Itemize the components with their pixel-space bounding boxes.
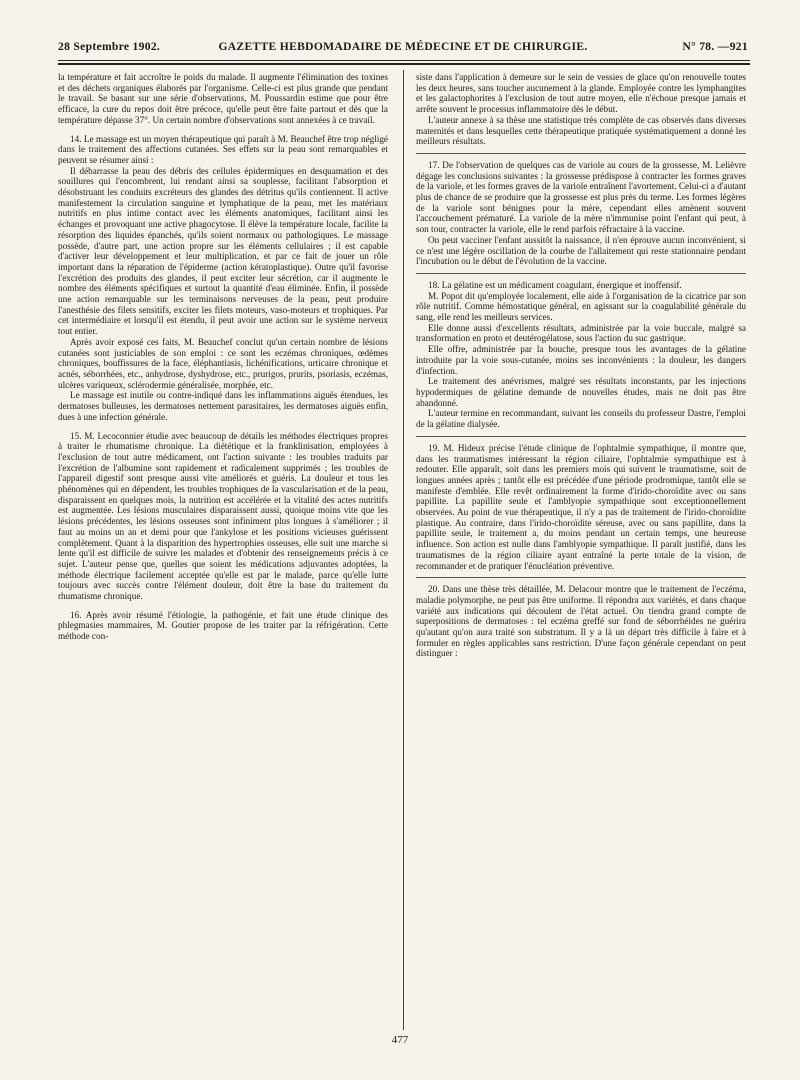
left-column [58, 72, 388, 1032]
section-16-paragraph: 16. Après avoir résumé l'étiologie, la pathogénie, et fait une étude clinique des phlegmasies mammaires, M. Goutier propose de les traiter par la réfrigération. Cette méthode con- [58, 609, 388, 642]
header-issue-number: N° 78. —921 [682, 40, 748, 53]
section-18-paragraph: 18. La gélatine est un médicament coagulant, énergique et inoffensif. [416, 273, 746, 291]
section-15-paragraph: 15. M. Lecoconnier étudie avec beaucoup de détails les méthodes électriques propres à traiter le rhumatisme chronique. La diététique et la franklinisation, employées à l'exclusion de tout autre médicament, ont l'action suivante : les troubles traduits par l'excrétion de l'albumine sont rapidement et radicalement supprimés ; les troubles de l'appareil digestif sont presque aussi vite améliorés et guéris. La douleur et tous les phénomènes qui en dépendent, les troubles trophiques de la vascularisation et de la peau, disparaissent en quelques mois, la nutrition est accélérée et la vitalité des actes nutritifs est augmentée. Les lésions musculaires disparaissent aussi, quoique moins vite que les lésions précédentes, les lésions osseuses sont infiniment plus longues à s'améliorer ; il faut au moins un an et demi pour que l'ankylose et les positions vicieuses guérissent complètement. Quant à la disparition des hypertrophies osseuses, elle suit une marche si lente qu'il est difficile de suivre les malades et d'obtenir des renseignements précis à ce sujet. L'auteur pense que, quelles que soient les médications adjuvantes adoptées, la méthode électrique facilement acceptée qu'elle est par le malade, parce qu'elle lutte toujours avec succès contre l'élément douleur, doit être la base du traitement du rhumatisme chronique. [58, 430, 388, 602]
paragraph: On peut vacciner l'enfant aussitôt la naissance, il n'en éprouve aucun inconvénient, si ce n'est une légère oscillation de la courbe de l'allaitement qui reste stationnaire pendant l'incubation ou le début de l'évolution de la vaccine. [416, 234, 746, 267]
section-14-paragraph: 14. Le massage est un moyen thérapeutique qui paraît à M. Beauchef être trop négligé dans le traitement des affections cutanées. Ses effets sur la peau sont remarquables et peuvent se résumer ainsi : [58, 133, 388, 165]
section-17-paragraph: 17. De l'observation de quelques cas de variole au cours de la grossesse, M. Lelièvre dégage les conclusions suivantes : la grossesse prédispose à contracter les formes graves de la variole, et les formes graves de la variole entraînent l'avortement. Celui-ci a d'autant plus de chance de se produire que la grossesse est plus près du terme. Les formes légères de la variole sont bénignes pour la mère, cependant elles amènent souvent l'accouchement prématuré. La variole de la mère n'immunise point l'enfant qui peut, à son tour, contracter la variole, elle le rend parfois réfractaire à la vaccine. [416, 153, 746, 235]
paragraph: Le traitement des anévrismes, malgré ses résultats inconstants, par les injections hypodermiques de gélatine demande de nouvelles études, mais ne doit pas être abandonné. [416, 376, 746, 408]
paragraph: la température et fait accroître le poids du malade. Il augmente l'élimination des toxines et des déchets organiques élaborés par l'organisme. Celle-ci est plus grande que pendant le travail. Se basant sur une série d'observations, M. Poussardin estime que pour être efficace, la cure du repos doit être précoce, qu'elle peut être faite partout et dès que la température dépasse 37°. Un certain nombre d'observations sont annexées à ce travail. [58, 72, 388, 125]
paragraph: Elle offre, administrée par la bouche, presque tous les avantages de la gélatine introduite par la voie sous-cutanée, moins ses inconvénients : la douleur, les dangers d'infection. [416, 344, 746, 376]
right-column [416, 72, 746, 1032]
header-rule-thin [58, 60, 750, 61]
paragraph: siste dans l'application à demeure sur le sein de vessies de glace qu'on renouvelle toutes les deux heures, sans toucher aucunement à la glande. Employée contre les lymphangites et les galactophorites à l'exclusion de tout autre moyen, elle n'échoue presque jamais et arrête souvent le processus inflammatoire dès le début. [416, 72, 746, 115]
paragraph: Après avoir exposé ces faits, M. Beauchef conclut qu'un certain nombre de lésions cutanées sont justiciables de son emploi : ce sont les eczémas chroniques, œdèmes chroniques, bouffissures de la face, éléphantiasis, lichénifications, urticaire chronique et acnés, séborrhées, etc., anhydrose, dyshydrose, etc., prurigos, prurits, psoriasis, eczémas, ulcères variqueux, sclérodermie généralisée, morphée, etc. [58, 336, 388, 390]
column-divider [403, 70, 404, 1030]
paragraph: L'auteur termine en recommandant, suivant les conseils du professeur Dastre, l'emploi de la gélatine dialysée. [416, 408, 746, 430]
header-date: 28 Septembre 1902. [58, 40, 161, 53]
header-rule-thick [58, 63, 750, 65]
header-journal-title: GAZETTE HEBDOMADAIRE DE MÉDECINE ET DE CHIRURGIE. [218, 40, 588, 53]
paragraph: M. Popot dit qu'employée localement, elle aide à l'organisation de la cicatrice par son rôle nutritif. Comme hémostatique général, en agissant sur la coagulabilité générale du sang, elle rend les meilleurs services. [416, 290, 746, 323]
paragraph: L'auteur annexe à sa thèse une statistique très complète de cas observés dans diverses maternités et dans lesquelles cette thérapeutique pratiquée systématiquement a donné les meilleurs résultats. [416, 114, 746, 147]
section-20-paragraph: 20. Dans une thèse très détaillée, M. Delacour montre que le traitement de l'eczéma, maladie polymorphe, ne peut pas être uniforme. Il répondra aux variétés, et dans chaque variété aux indications qui découlent de l'état actuel. On tiendra grand compte de superpositions de dermatoses : tel eczéma greffé sur fond de séborrhéides ne guérira qu'autant qu'on aura traité son substratum. Il y a là un départ très difficile à faire et à formuler en règles applicables sans restriction. D'une façon générale cependant on peut distinguer : [416, 577, 746, 659]
paragraph: Le massage est inutile ou contre-indiqué dans les inflammations aiguës étendues, les dermatoses bulleuses, les dermatoses nettement parasitaires, les dermatoses aiguës enfin, dues à une infection générale. [58, 390, 388, 422]
paragraph: Il débarrasse la peau des débris des cellules épidermiques en desquamation et des souillures qui l'encombrent, lui rendant ainsi sa souplesse, facilitant l'absorption et désobstruant les conduits excréteurs des glandes des détritus qu'ils contiennent. Il active manifestement la circulation sanguine et lymphatique de la peau, met les matériaux nutritifs en plus intime contact avec les éléments anatomiques, facilitant ainsi les échanges et provoquant une active phagocytose. Il élève la température locale, facilite la résorption des liquides épanchés, qu'ils soient normaux ou pathologiques. Le massage possède, d'autre part, une action propre sur les éléments cellulaires ; il est capable d'activer leur développement et leur multiplication, et par ce fait de jouer un rôle important dans la réparation de l'épiderme (action kératoplastique). Outre qu'il favorise l'excrétion des produits des glandes, il peut exciter leur sécrétion, car il augmente le nombre des éléments spécifiques et surtout la quantité d'eau éliminée. Enfin, il possède une action remarquable sur les terminaisons nerveuses de la peau, peut produire l'anesthésie des filets sensitifs, exciter les filets moteurs, vaso-moteurs et trophiques. Par cet intermédiaire et lorsqu'il est étendu, il peut avoir une action sur le système nerveux tout entier. [58, 165, 388, 337]
paragraph: Elle donne aussi d'excellents résultats, administrée par la voie buccale, malgré sa transformation en proto et deutérogélatose, sous l'action du suc gastrique. [416, 322, 746, 344]
section-19-paragraph: 19. M. Hideux précise l'étude clinique de l'ophtalmie sympathique, il montre que, dans les traumatismes intéressant la région ciliaire, l'ophtalmie sympathique est à redouter. Elle apparaît, soit dans les premiers mois qui suivent le traumatisme, soit de longues années après ; tantôt elle est précédée d'une période prodromique, tantôt elle se manifeste d'emblée. Elle revêt ordinairement la forme d'irido-choroïdite avec ou sans papillite. La papillite seule et l'amblyopie sympathique sont exceptionnellement observées. Au point de vue thérapeutique, il n'y a pas de traitement de l'irido-choroïdite plastique. Au contraire, dans l'irido-choroïdite séreuse, avec ou sans papillite, dans la papillite seule, le traitement a, du moins pendant un certain temps, une heureuse influence. Son action est nulle dans l'amblyopie sympathique. Il paraît justifié, dans les traumatismes de la région ciliaire ayant entraîné la perte totale de la vision, de recommander et de pratiquer l'énucléation préventive. [416, 436, 746, 571]
page-number: 477 [391, 1034, 409, 1046]
running-header [58, 38, 748, 58]
